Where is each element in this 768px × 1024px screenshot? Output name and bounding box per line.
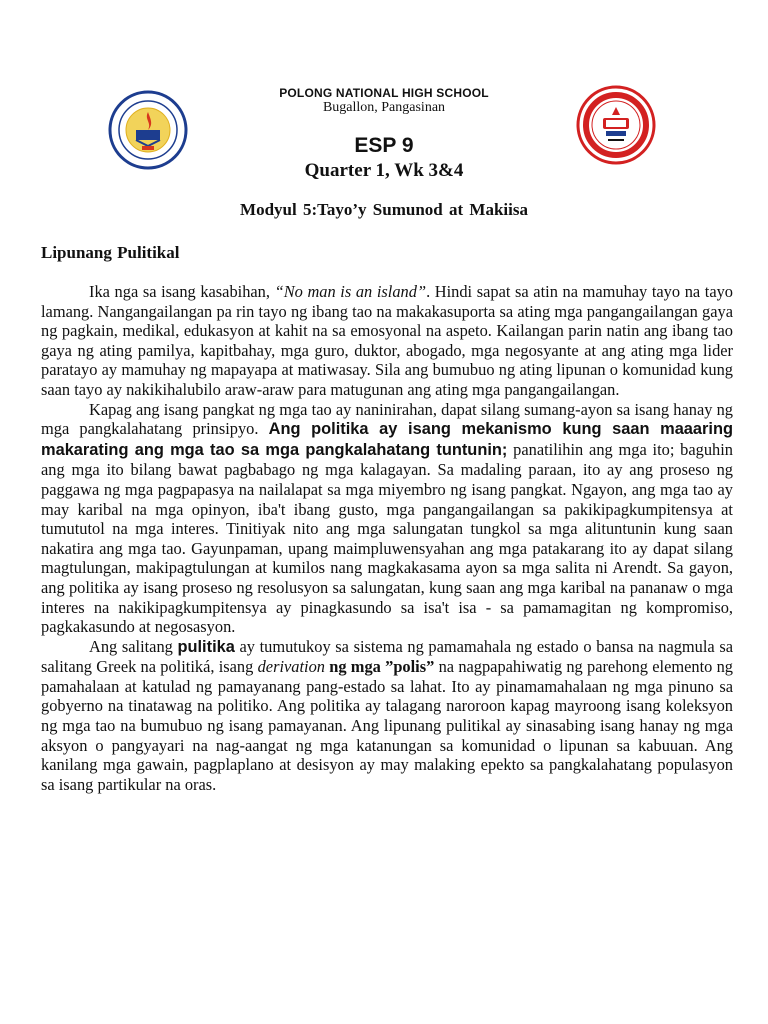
subject-title: ESP 9 xyxy=(354,134,414,157)
pulitika-term-bold: pulitika xyxy=(177,637,235,656)
paragraph-1-text-a: Ika nga sa isang kasabihan, xyxy=(89,282,275,301)
paragraph-3-text-b: ay tumutukoy sa sistema ng pamamahala ng estado o bansa na nagmula sa salitang Greek na politiká, isang xyxy=(41,636,733,677)
school-town: Bugallon, Pangasinan xyxy=(322,100,446,115)
quarter-label: Quarter 1, Wk 3&4 xyxy=(304,160,464,181)
politics-definition-bold: Ang politika ay isang mekanismo kung saan maaaring makarating ang mga tao sa mga pangkalahatang tuntunin; xyxy=(41,420,733,459)
school-name: POLONG NATIONAL HIGH SCHOOL xyxy=(279,86,489,100)
paragraph-2-text-b: panatilihin ang mga ito; baguhin ang mga ito bilang bawat pagbabago ng mga kalagayan. Sa madaling paraan, ito ay ang proseso ng paggawa ng mga pagpapasya na nailalapat sa mga miyembro ng isang pangkat. Ngayon, ang mga tao ay may karibal na mga opinyon, iba't ibang gusto, mga pangangailangan sa pakikipagkumpitensya at tumututol na mga interes. Tinitiyak nito ang mga salungatan tungkol sa mga alituntunin kung saan nakatira ang mga tao. Gayunpaman, upang maimpluwensyahan ang mga patakarang ito ay dapat silang magtulungan, makipagtulungan at kumilos nang magkakasama ayon sa mga salita ni Arendt. Sa gayon, ang politika ay isang proseso ng resolusyon sa salungatan, kung saan ang mga karibal na pananaw o mga interes na nakikipagkumpitensya ay pinagkasundo sa isa't isa - sa pamamagitan ng kompromiso, pagkakasundo at negosasyon. xyxy=(41,439,733,637)
paragraph-2 xyxy=(41,400,733,637)
paragraph-1 xyxy=(41,282,733,400)
document-header xyxy=(0,80,768,220)
module-title: Modyul 5:Tayo’y Sumunod at Makiisa xyxy=(240,200,528,219)
lesson-body xyxy=(41,282,733,794)
school-logo xyxy=(576,85,656,165)
paragraph-3-text-c: na nagpapahiwatig ng parehong elemento ng pamahalaan at katulad ng pamayanang pang-estado sa lahat. Ito ay pinamamahalaan ng mga pinuno sa gobyerno na tinatawag na politiko. Ang politika ay talagang naroroon kapag mayroong isang koleksyon ng mga tao na bumubuo ng isang pamayanan. Ang lipunang pulitikal ay sinasabing isang hanay ng mga aksyon o pangyayari na nag-aangat ng mga katanungan sa komunidad o lipunan sa kabuuan. Ang kanilang mga gawain, pagplaplano at desisyon ay may malaking epekto sa pangkalahatang populasyon sa isang partikular na oras. xyxy=(41,657,733,794)
section-title: Lipunang Pulitikal xyxy=(41,243,180,262)
paragraph-3 xyxy=(41,637,733,795)
derivation-term-italic: derivation xyxy=(257,657,325,677)
paragraph-1-text-b: . Hindi sapat sa atin na mamuhay tayo na tayo lamang. Nangangailangan pa rin tayo ng ibang tao na makakasuporta sa ating mga pangangailangan gaya ng pagkain, medikal, edukasyon at kahit na sa emosyonal na aspeto. Kailangan parin natin ang ibang tao gaya ng ating pamilya, kapitbahay, mga guro, duktor, abogado, mga negosyante at ang ating mga lider paratayo ay mamuhay ng mapayapa at matiwasay. Sila ang bumubuo ng ating lipunan o komunidad kung saan tayo ay nakikihalubilo araw-araw para matugunan ang ating mga pangangailangan. xyxy=(41,282,733,399)
polis-term-bold: ng mga ”polis” xyxy=(324,657,435,677)
paragraph-3-text-a: Ang salitang xyxy=(89,636,178,656)
polong-national-high-school-seal-icon xyxy=(576,85,656,165)
quote-text: “No man is an island” xyxy=(274,282,427,301)
paragraph-2-text-a: Kapag ang isang pangkat ng mga tao ay naninirahan, dapat silang sumang-ayon sa isang hanay ng mga pangkalahatang prinsipyo. xyxy=(41,399,733,439)
